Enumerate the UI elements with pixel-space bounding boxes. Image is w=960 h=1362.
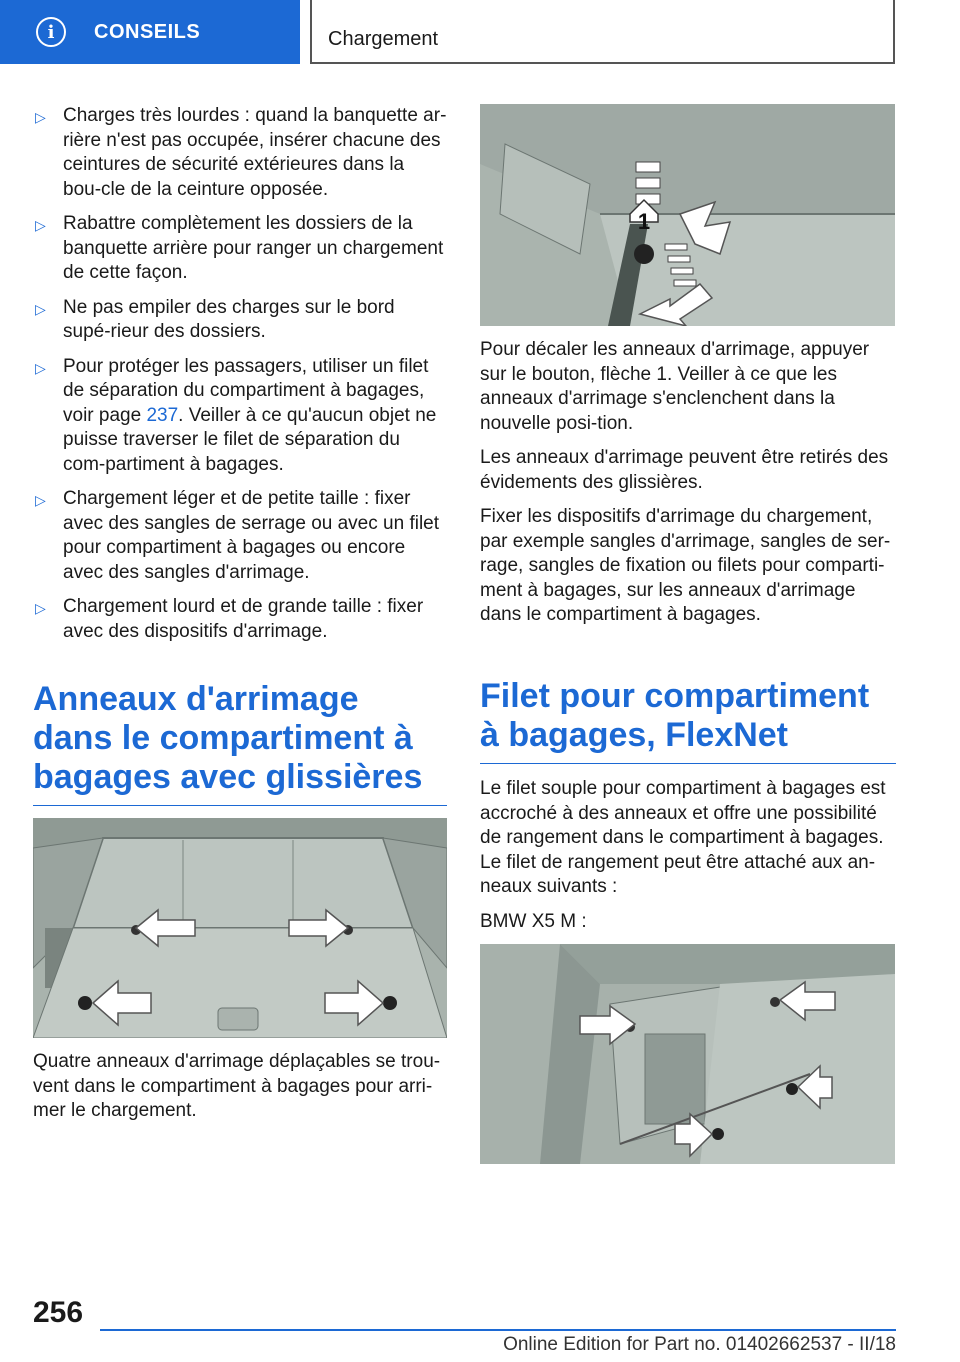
list-item xyxy=(33,212,447,286)
list-item-text: Chargement léger et de petite taille : fixer avec des sangles de serrage ou avec un filet pour compartiment à bagages ou encore avec des sangles d'arrimage. xyxy=(63,488,440,583)
section-heading: Anneaux d'arrimage dans le compartiment à bagages avec glissières xyxy=(33,680,447,806)
section-tab-label: CONSEILS xyxy=(94,20,201,43)
chapter-header xyxy=(310,0,895,64)
edition-note: Online Edition for Part no. 01402662537 - II/18 xyxy=(503,1334,896,1355)
triangle-bullet-icon: ▷ xyxy=(35,600,46,616)
left-heading-block xyxy=(33,680,447,806)
section-heading: Filet pour compartiment à bagages, FlexNet xyxy=(480,677,896,764)
list-item-text: Pour protéger les passagers, utiliser un filet de séparation du compartiment à bagages, voir page xyxy=(63,355,429,426)
paragraph: BMW X5 M : xyxy=(480,910,587,932)
paragraph: Fixer les dispositifs d'arrimage du chargement, par exemple sangles d'arrimage, sangles de ser-rage, sangles de fixation ou filets pour comparti-ment à bagages, sur les anneaux d'arrimage dans le compartiment à bagages. xyxy=(480,506,891,625)
info-icon-glyph: i xyxy=(47,21,55,43)
triangle-bullet-icon: ▷ xyxy=(35,492,46,508)
triangle-bullet-icon: ▷ xyxy=(35,109,46,125)
list-item-text: . Veiller à ce qu'aucun objet ne puisse traverser le filet de séparation du com-partiment à bagages. xyxy=(63,404,437,475)
list-item-text: Charges très lourdes : quand la banquette ar-rière n'est pas occupée, insérer chacune des ceintures de sécurité extérieures dans la bou-cle de la ceinture opposée. xyxy=(63,105,447,200)
triangle-bullet-icon: ▷ xyxy=(35,217,46,233)
list-item xyxy=(33,104,447,202)
section-tab[interactable] xyxy=(0,0,300,64)
left-column xyxy=(33,104,447,654)
list-item xyxy=(33,355,447,478)
marker-number-1: 1 xyxy=(637,209,651,234)
image-caption: Quatre anneaux d'arrimage déplaçables se trou-vent dans le compartiment à bagages pour arri-mer le chargement. xyxy=(33,1051,441,1121)
right-column xyxy=(480,338,896,638)
rail-detail-image xyxy=(480,104,895,326)
footer-divider xyxy=(100,1329,896,1331)
info-icon xyxy=(36,17,66,47)
chapter-title: Chargement xyxy=(328,28,439,50)
page-link[interactable]: 237 xyxy=(146,404,179,426)
paragraph: Pour décaler les anneaux d'arrimage, appuyer sur le bouton, flèche 1. Veiller à ce que les anneaux d'arrimage s'enclenchent dans la nouvelle posi-tion. xyxy=(480,339,870,434)
list-item-text: Rabattre complètement les dossiers de la banquette arrière pour ranger un chargement de cette façon. xyxy=(63,213,444,283)
right-heading-block xyxy=(480,677,896,764)
image-caption-block xyxy=(33,1050,447,1134)
flexnet-rings-image xyxy=(480,944,895,1164)
list-item xyxy=(33,595,447,644)
page-number: 256 xyxy=(33,1296,84,1329)
flexnet-text xyxy=(480,777,896,944)
list-item-text: Chargement lourd et de grande taille : fixer avec des dispositifs d'arrimage. xyxy=(63,596,424,642)
list-item xyxy=(33,296,447,345)
trunk-rings-image xyxy=(33,818,447,1038)
paragraph: Le filet souple pour compartiment à bagages est accroché à des anneaux et offre une possibilité de rangement dans le compartiment à bagages. Le filet de rangement peut être attaché aux an-neaux suivants : xyxy=(480,778,886,897)
list-item-text: Ne pas empiler des charges sur le bord supé-rieur des dossiers. xyxy=(63,296,395,342)
paragraph: Les anneaux d'arrimage peuvent être retirés des évidements des glissières. xyxy=(480,447,889,493)
triangle-bullet-icon: ▷ xyxy=(35,300,46,317)
triangle-bullet-icon: ▷ xyxy=(35,359,46,376)
list-item xyxy=(33,487,447,585)
